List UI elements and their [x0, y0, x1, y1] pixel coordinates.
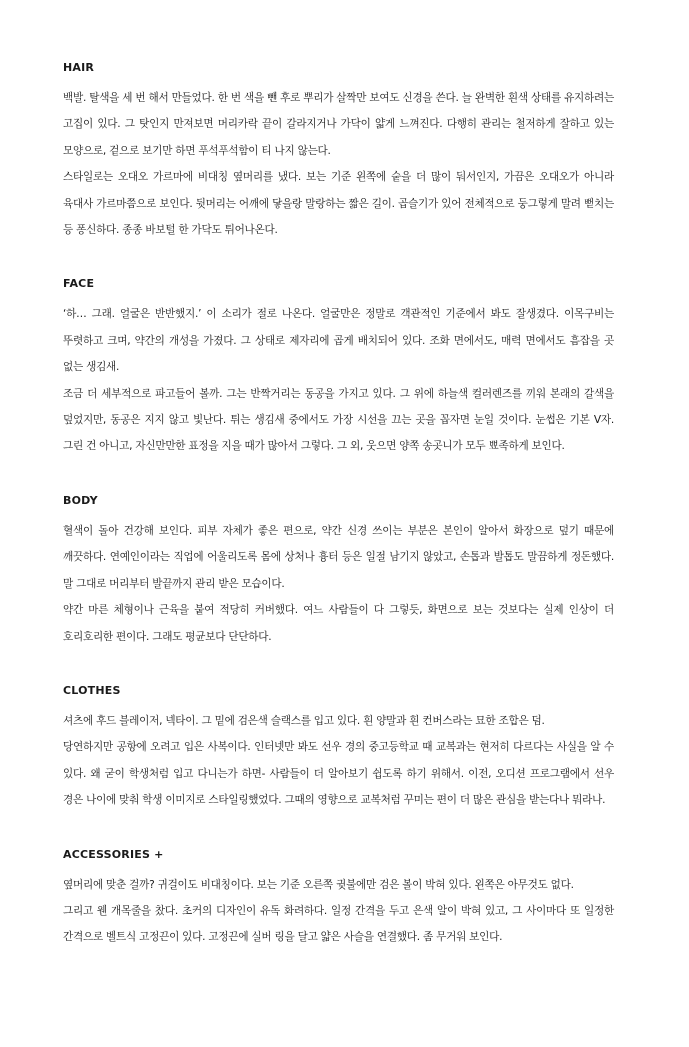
paragraph: 혈색이 돌아 건강해 보인다. 피부 자체가 좋은 편으로, 약간 신경 쓰이는 부분은 본인이 알아서 화장으로 덮기 때문에 깨끗하다. 연예인이라는 직업에 어울리도록 몸에 상처나 흉터 등은 일절 남기지 않았고, 손톱과 발톱도 말끔하게 정돈했다. 말 그대로 머리부터 발끝까지 관리 받은 모습이다.	[63, 524, 614, 590]
section-heading: HAIR	[63, 61, 95, 74]
section-clothes	[63, 681, 614, 814]
section-body	[63, 491, 614, 650]
section-heading: BODY	[63, 493, 98, 507]
section-hair	[63, 58, 614, 243]
section-heading: FACE	[63, 277, 95, 291]
paragraph: 스타일로는 오대오 가르마에 비대칭 옆머리를 냈다. 보는 기준 왼쪽에 숱을 더 많이 둬서인지, 가끔은 오대오가 아니라 육대사 가르마쯤으로 보인다. 뒷머리는 어깨에 닿을랑 말랑하는 짧은 길이. 곱슬기가 있어 전체적으로 둥그렇게 말려 뻗치는 등 퐁신하다. 종종 바보털 한 가닥도 튀어나온다.	[63, 171, 614, 237]
paragraph: 그리고 웬 개목줄을 찼다. 초커의 디자인이 유독 화려하다. 일정 간격을 두고 은색 알이 박혀 있고, 그 사이마다 또 일정한 간격으로 벨트식 고정끈이 있다. 고정끈에 실버 링을 달고 얇은 사슬을 연결했다. 좀 무거워 보인다.	[63, 904, 614, 944]
paragraph: 당연하지만 공항에 오려고 입은 사복이다. 인터넷만 봐도 선우 경의 중고등학교 때 교복과는 현저히 다르다는 사실을 알 수 있다. 왜 굳이 학생처럼 입고 다니는가 하면- 사람들이 더 알아보기 쉽도록 하기 위해서. 이전, 오디션 프로그램에서 선우 경은 나이에 맞춰 학생 이미지로 스타일링했었다. 그때의 영향으로 교복처럼 꾸미는 편이 더 많은 관심을 받는다나 뭐라나.	[63, 741, 614, 807]
profile-document	[63, 58, 614, 982]
section-face	[63, 274, 614, 459]
paragraph: 셔츠에 후드 블레이저, 넥타이. 그 밑에 검은색 슬랙스를 입고 있다. 흰 양말과 흰 컨버스라는 묘한 조합은 덤.	[63, 714, 545, 727]
section-accessories	[63, 845, 614, 951]
paragraph: 옆머리에 맞춘 걸까? 귀걸이도 비대칭이다. 보는 기준 오른쪽 귓불에만 검은 볼이 박혀 있다. 왼쪽은 아무것도 없다.	[63, 878, 574, 891]
section-heading: ACCESSORIES +	[63, 847, 164, 861]
paragraph: ‘하… 그래. 얼굴은 반반했지.’ 이 소리가 절로 나온다. 얼굴만은 정말로 객관적인 기준에서 봐도 잘생겼다. 이목구비는 뚜렷하고 크며, 약간의 개성을 가졌다. 그 상태로 제자리에 곱게 배치되어 있다. 조화 면에서도, 매력 면에서도 흠잡을 곳 없는 생김새.	[63, 308, 614, 374]
paragraph: 조금 더 세부적으로 파고들어 볼까. 그는 반짝거리는 동공을 가지고 있다. 그 위에 하늘색 컬러렌즈를 끼워 본래의 갈색을 덮었지만, 동공은 지지 않고 빛난다. 튀는 생김새 중에서도 가장 시선을 끄는 곳을 꼽자면 눈일 것이다. 눈썹은 기본 V자. 그린 건 아니고, 자신만만한 표정을 지을 때가 많아서 그렇다. 그 외, 웃으면 양쪽 송곳니가 모두 뾰족하게 보인다.	[63, 387, 614, 453]
section-heading: CLOTHES	[63, 683, 121, 697]
paragraph: 약간 마른 체형이나 근육을 붙여 적당히 커버했다. 여느 사람들이 다 그렇듯, 화면으로 보는 것보다는 실제 인상이 더 호리호리한 편이다. 그래도 평균보다 단단하다.	[63, 604, 614, 643]
paragraph: 백발. 탈색을 세 번 해서 만들었다. 한 번 색을 뺀 후로 뿌리가 살짝만 보여도 신경을 쓴다. 늘 완벽한 흰색 상태를 유지하려는 고집이 있다. 그 탓인지 만져보면 머리카락 끝이 갈라지거나 가닥이 얇게 느껴진다. 다행히 관리는 철저하게 잘하고 있는 모양으로, 겉으로 보기만 하면 푸석푸석함이 티 나지 않는다.	[63, 92, 614, 157]
